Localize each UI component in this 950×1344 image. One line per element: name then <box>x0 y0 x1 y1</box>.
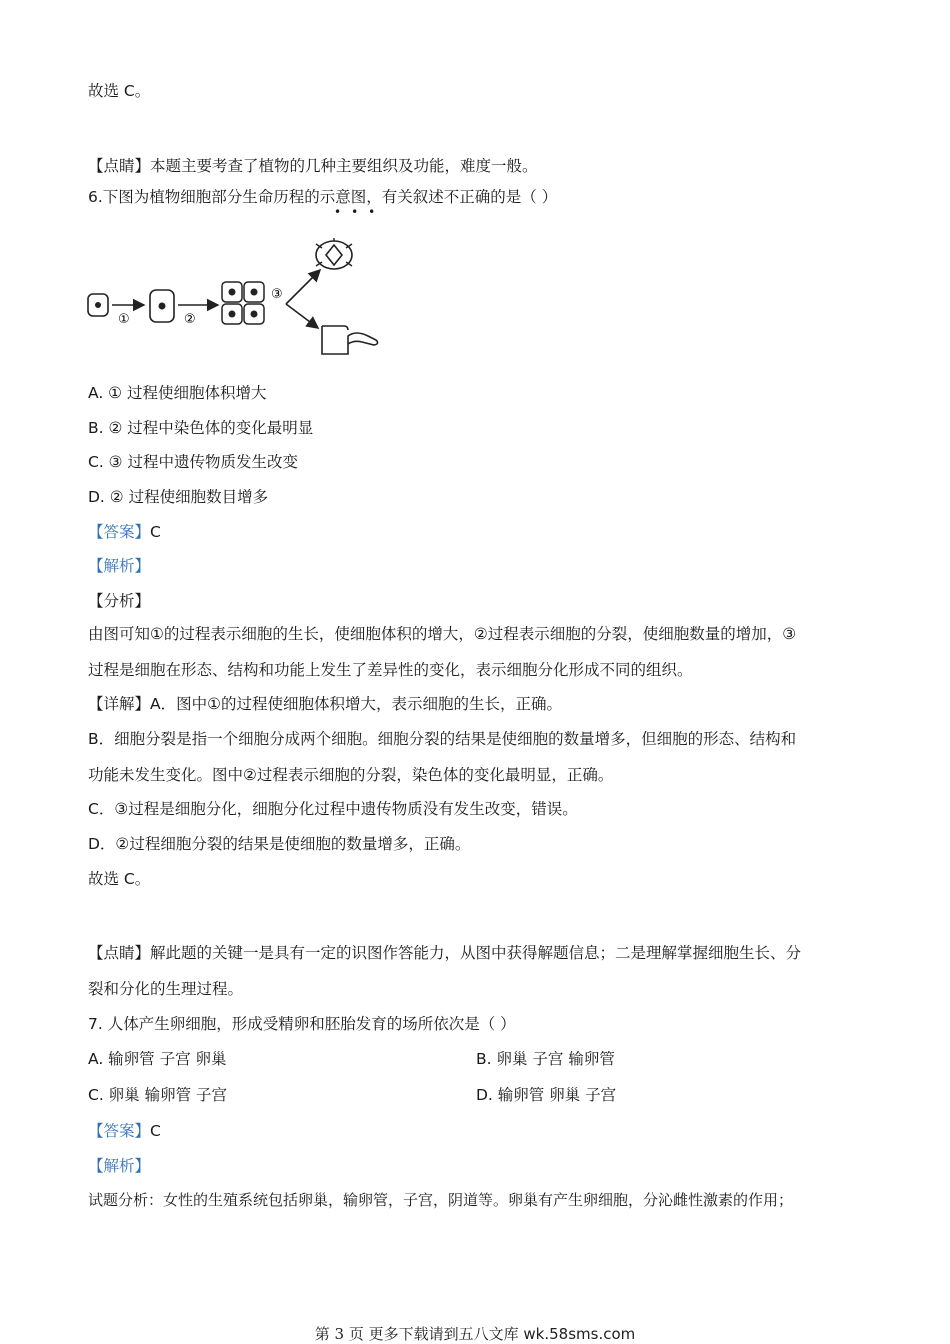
divided-cells <box>222 282 264 324</box>
answer-label-7: 【答案】 <box>88 1122 151 1140</box>
option-6c: C. ③ 过程中遗传物质发生改变 <box>88 453 299 471</box>
comment-line: 【点睛】本题主要考查了植物的几种主要组织及功能，难度一般。 <box>88 157 538 175</box>
emphasis-dots: ••• <box>334 205 386 219</box>
conclusion-line-2: 故选 C。 <box>88 870 151 888</box>
option-6b: B. ② 过程中染色体的变化最明显 <box>88 419 314 437</box>
question-6-title: 6.下图为植物细胞部分生命历程的示意图，有关叙述不正确的是（ ） <box>88 188 558 206</box>
conclusion-line: 故选 C。 <box>88 82 151 100</box>
grown-cell <box>150 290 174 322</box>
footer-site-link[interactable]: wk.58sms.com <box>523 1325 636 1343</box>
step-3-label: ③ <box>271 287 283 302</box>
answer-7 <box>88 1120 161 1142</box>
analysis-label-6: 【解析】 <box>88 557 151 575</box>
arrow-3-down <box>286 304 318 328</box>
step-2-label: ② <box>184 312 196 327</box>
answer-label: 【答案】 <box>88 523 151 541</box>
option-6d: D. ② 过程使细胞数目增多 <box>88 488 269 506</box>
footer-page-text: 第 3 页 更多下载请到五八文库 <box>314 1325 519 1343</box>
option-6a: A. ① 过程使细胞体积增大 <box>88 384 267 402</box>
option-7b: B. 卵巢 子宫 输卵管 <box>476 1050 615 1068</box>
root-hair-cell <box>322 326 378 354</box>
page-footer <box>0 1323 950 1344</box>
question-7-title: 7. 人体产生卵细胞，形成受精卵和胚胎发育的场所依次是（ ） <box>88 1015 516 1033</box>
fenxi-line-1: 由图可知①的过程表示细胞的生长，使细胞体积的增大，②过程表示细胞的分裂，使细胞数量的增加，③ <box>88 625 797 643</box>
step-1-label: ① <box>118 312 130 327</box>
arrow-3-up <box>286 270 320 304</box>
small-cell <box>88 294 108 316</box>
fenxi-label: 【分析】 <box>88 592 151 610</box>
option-7c: C. 卵巢 输卵管 子宫 <box>88 1086 228 1104</box>
detail-line-2: B．细胞分裂是指一个细胞分成两个细胞。细胞分裂的结果是使细胞的数量增多，但细胞的形态、结构和 <box>88 730 797 748</box>
answer-value: C <box>150 523 161 541</box>
test-analysis-line: 试题分析：女性的生殖系统包括卵巢，输卵管，子宫，阴道等。卵巢有产生卵细胞，分沁雌性激素的作用； <box>88 1191 794 1209</box>
detail-line-3: 功能未发生变化。图中②过程表示细胞的分裂，染色体的变化最明显，正确。 <box>88 766 614 784</box>
detail-line-4: C．③过程是细胞分化，细胞分化过程中遗传物质没有发生改变，错误。 <box>88 800 578 818</box>
analysis-label-7: 【解析】 <box>88 1157 151 1175</box>
comment-line-2b: 裂和分化的生理过程。 <box>88 980 244 998</box>
detail-line-1: 【详解】A．图中①的过程使细胞体积增大，表示细胞的生长，正确。 <box>88 695 563 713</box>
answer-value-7: C <box>150 1122 161 1140</box>
stoma-tissue <box>316 238 352 269</box>
fenxi-line-2: 过程是细胞在形态、结构和功能上发生了差异性的变化，表示细胞分化形成不同的组织。 <box>88 661 693 679</box>
option-7a: A. 输卵管 子宫 卵巢 <box>88 1050 227 1068</box>
option-7d: D. 输卵管 卵巢 子宫 <box>476 1086 617 1104</box>
detail-line-5: D．②过程细胞分裂的结果是使细胞的数量增多，正确。 <box>88 835 471 853</box>
cell-life-process-diagram <box>86 230 386 362</box>
answer-6 <box>88 521 161 543</box>
comment-line-2a: 【点睛】解此题的关键一是具有一定的识图作答能力，从图中获得解题信息；二是理解掌握细胞生长、分 <box>88 944 802 962</box>
